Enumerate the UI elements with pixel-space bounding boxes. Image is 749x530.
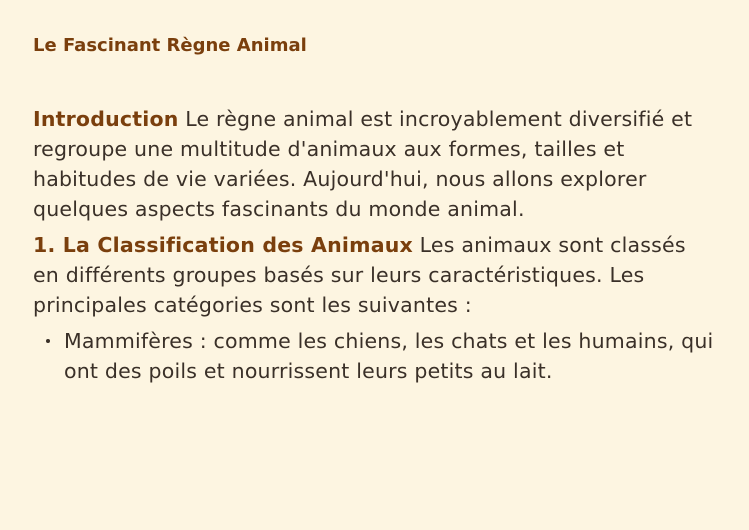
category-list (33, 326, 717, 386)
classification-heading: 1. La Classification des Animaux (33, 233, 413, 257)
bullet-icon (46, 339, 50, 343)
classification-text: Les animaux sont classés en différents groupes basés sur leurs caractéristiques. Les principales catégories sont les suivantes : (33, 233, 686, 317)
intro-paragraph (33, 104, 717, 224)
classification-paragraph (33, 230, 717, 320)
document-title: Le Fascinant Règne Animal (33, 35, 307, 56)
intro-text: Le règne animal est incroyablement diversifié et regroupe une multitude d'animaux aux formes, tailles et habitudes de vie variées. Aujourd'hui, nous allons explorer quelques aspects fascinants du monde animal. (33, 107, 693, 221)
intro-heading: Introduction (33, 107, 179, 131)
list-item-text: Mammifères : comme les chiens, les chats et les humains, qui ont des poils et nourrissent leurs petits au lait. (64, 329, 714, 383)
list-item (64, 326, 717, 386)
